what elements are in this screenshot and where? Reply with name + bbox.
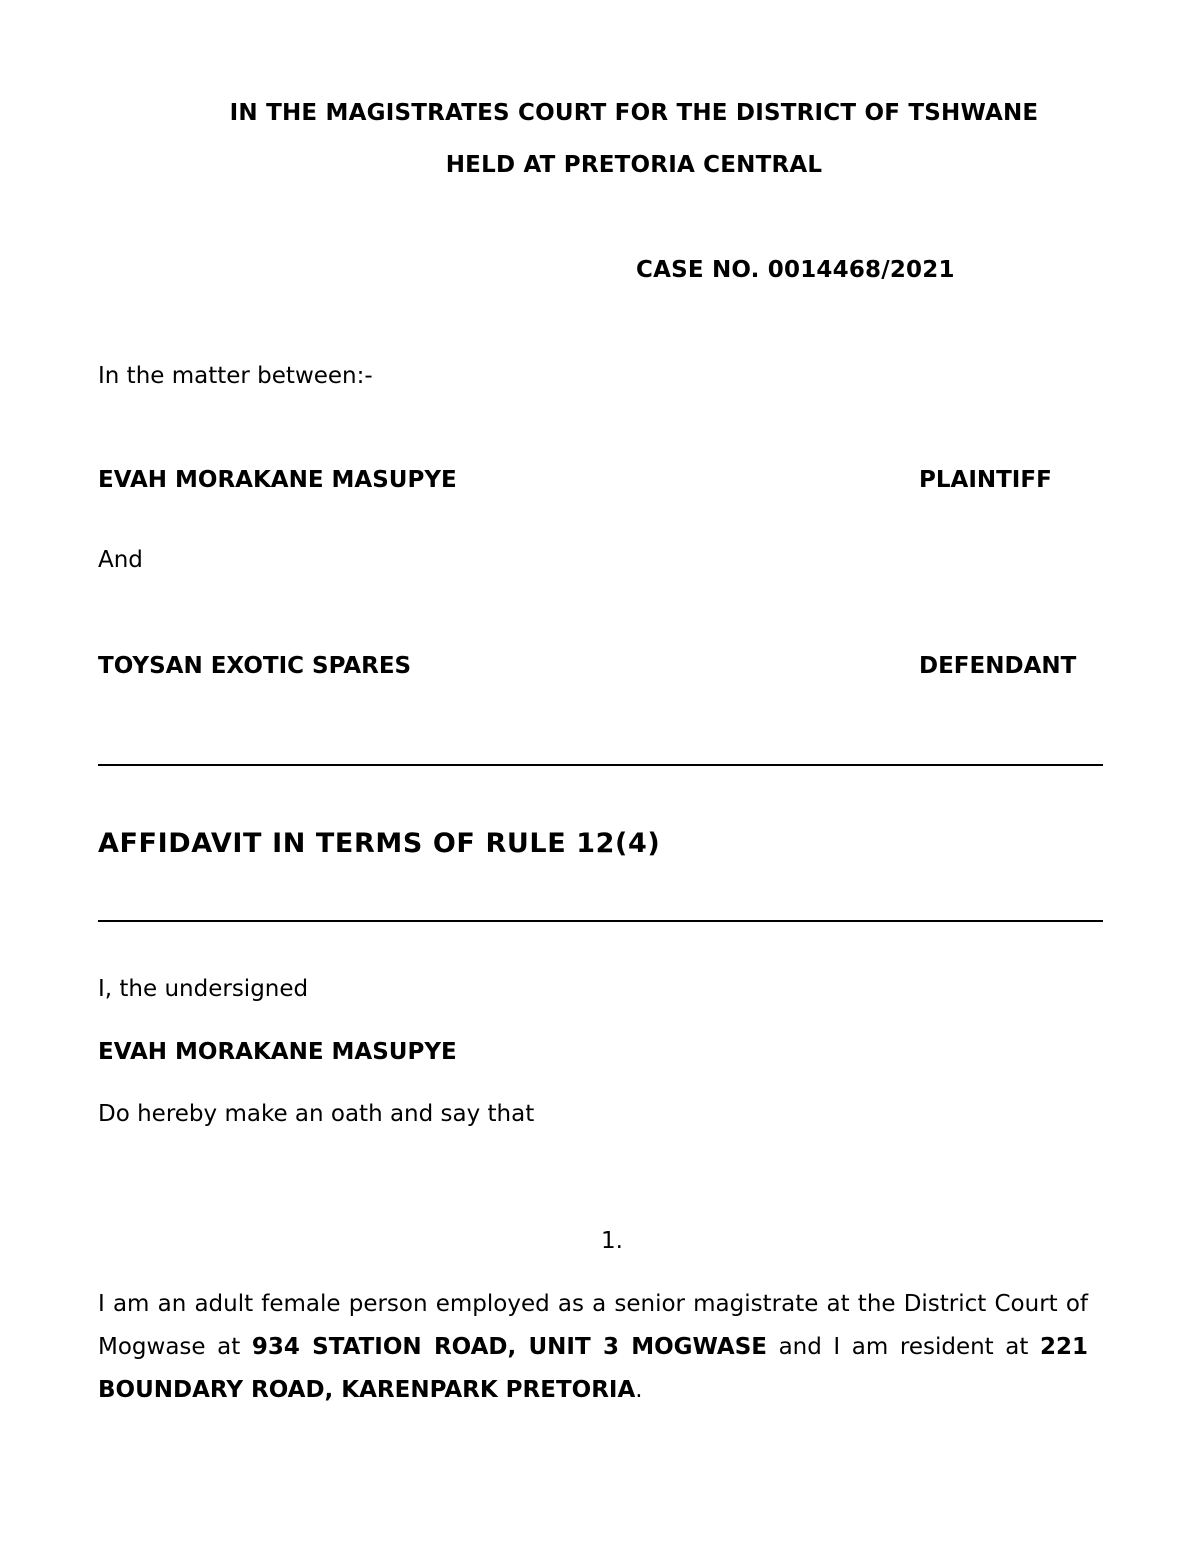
deponent-name: EVAH MORAKANE MASUPYE: [98, 1039, 457, 1065]
court-location: HELD AT PRETORIA CENTRAL: [445, 152, 823, 178]
case-number: CASE NO. 0014468/2021: [636, 257, 955, 283]
plaintiff-role: PLAINTIFF: [919, 467, 1052, 493]
paragraph-text: .: [635, 1377, 643, 1403]
paragraph-text: and I am resident at: [766, 1334, 1040, 1360]
paragraph-body: [98, 1283, 1088, 1412]
defendant-name: TOYSAN EXOTIC SPARES: [98, 653, 412, 679]
court-title: IN THE MAGISTRATES COURT FOR THE DISTRICT OF TSHWANE: [229, 100, 1039, 126]
paragraph-text: I am an adult female person employed as a senior magistrate at the District Court of Mogwase at: [98, 1291, 1088, 1360]
oath-statement: Do hereby make an oath and say that: [98, 1101, 535, 1127]
deponent-intro: I, the undersigned: [98, 976, 309, 1002]
plaintiff-name: EVAH MORAKANE MASUPYE: [98, 467, 457, 493]
residential-address: 221 BOUNDARY ROAD, KARENPARK PRETORIA: [98, 1334, 1088, 1403]
document-title: AFFIDAVIT IN TERMS OF RULE 12(4): [98, 828, 661, 859]
defendant-role: DEFENDANT: [919, 653, 1077, 679]
paragraph-number: 1.: [601, 1228, 623, 1254]
matter-intro: In the matter between:-: [98, 363, 373, 389]
parties-conjunction: And: [98, 547, 143, 573]
title-divider-bottom: [98, 920, 1103, 922]
title-divider-top: [98, 764, 1103, 766]
work-address: 934 STATION ROAD, UNIT 3 MOGWASE: [251, 1334, 767, 1360]
